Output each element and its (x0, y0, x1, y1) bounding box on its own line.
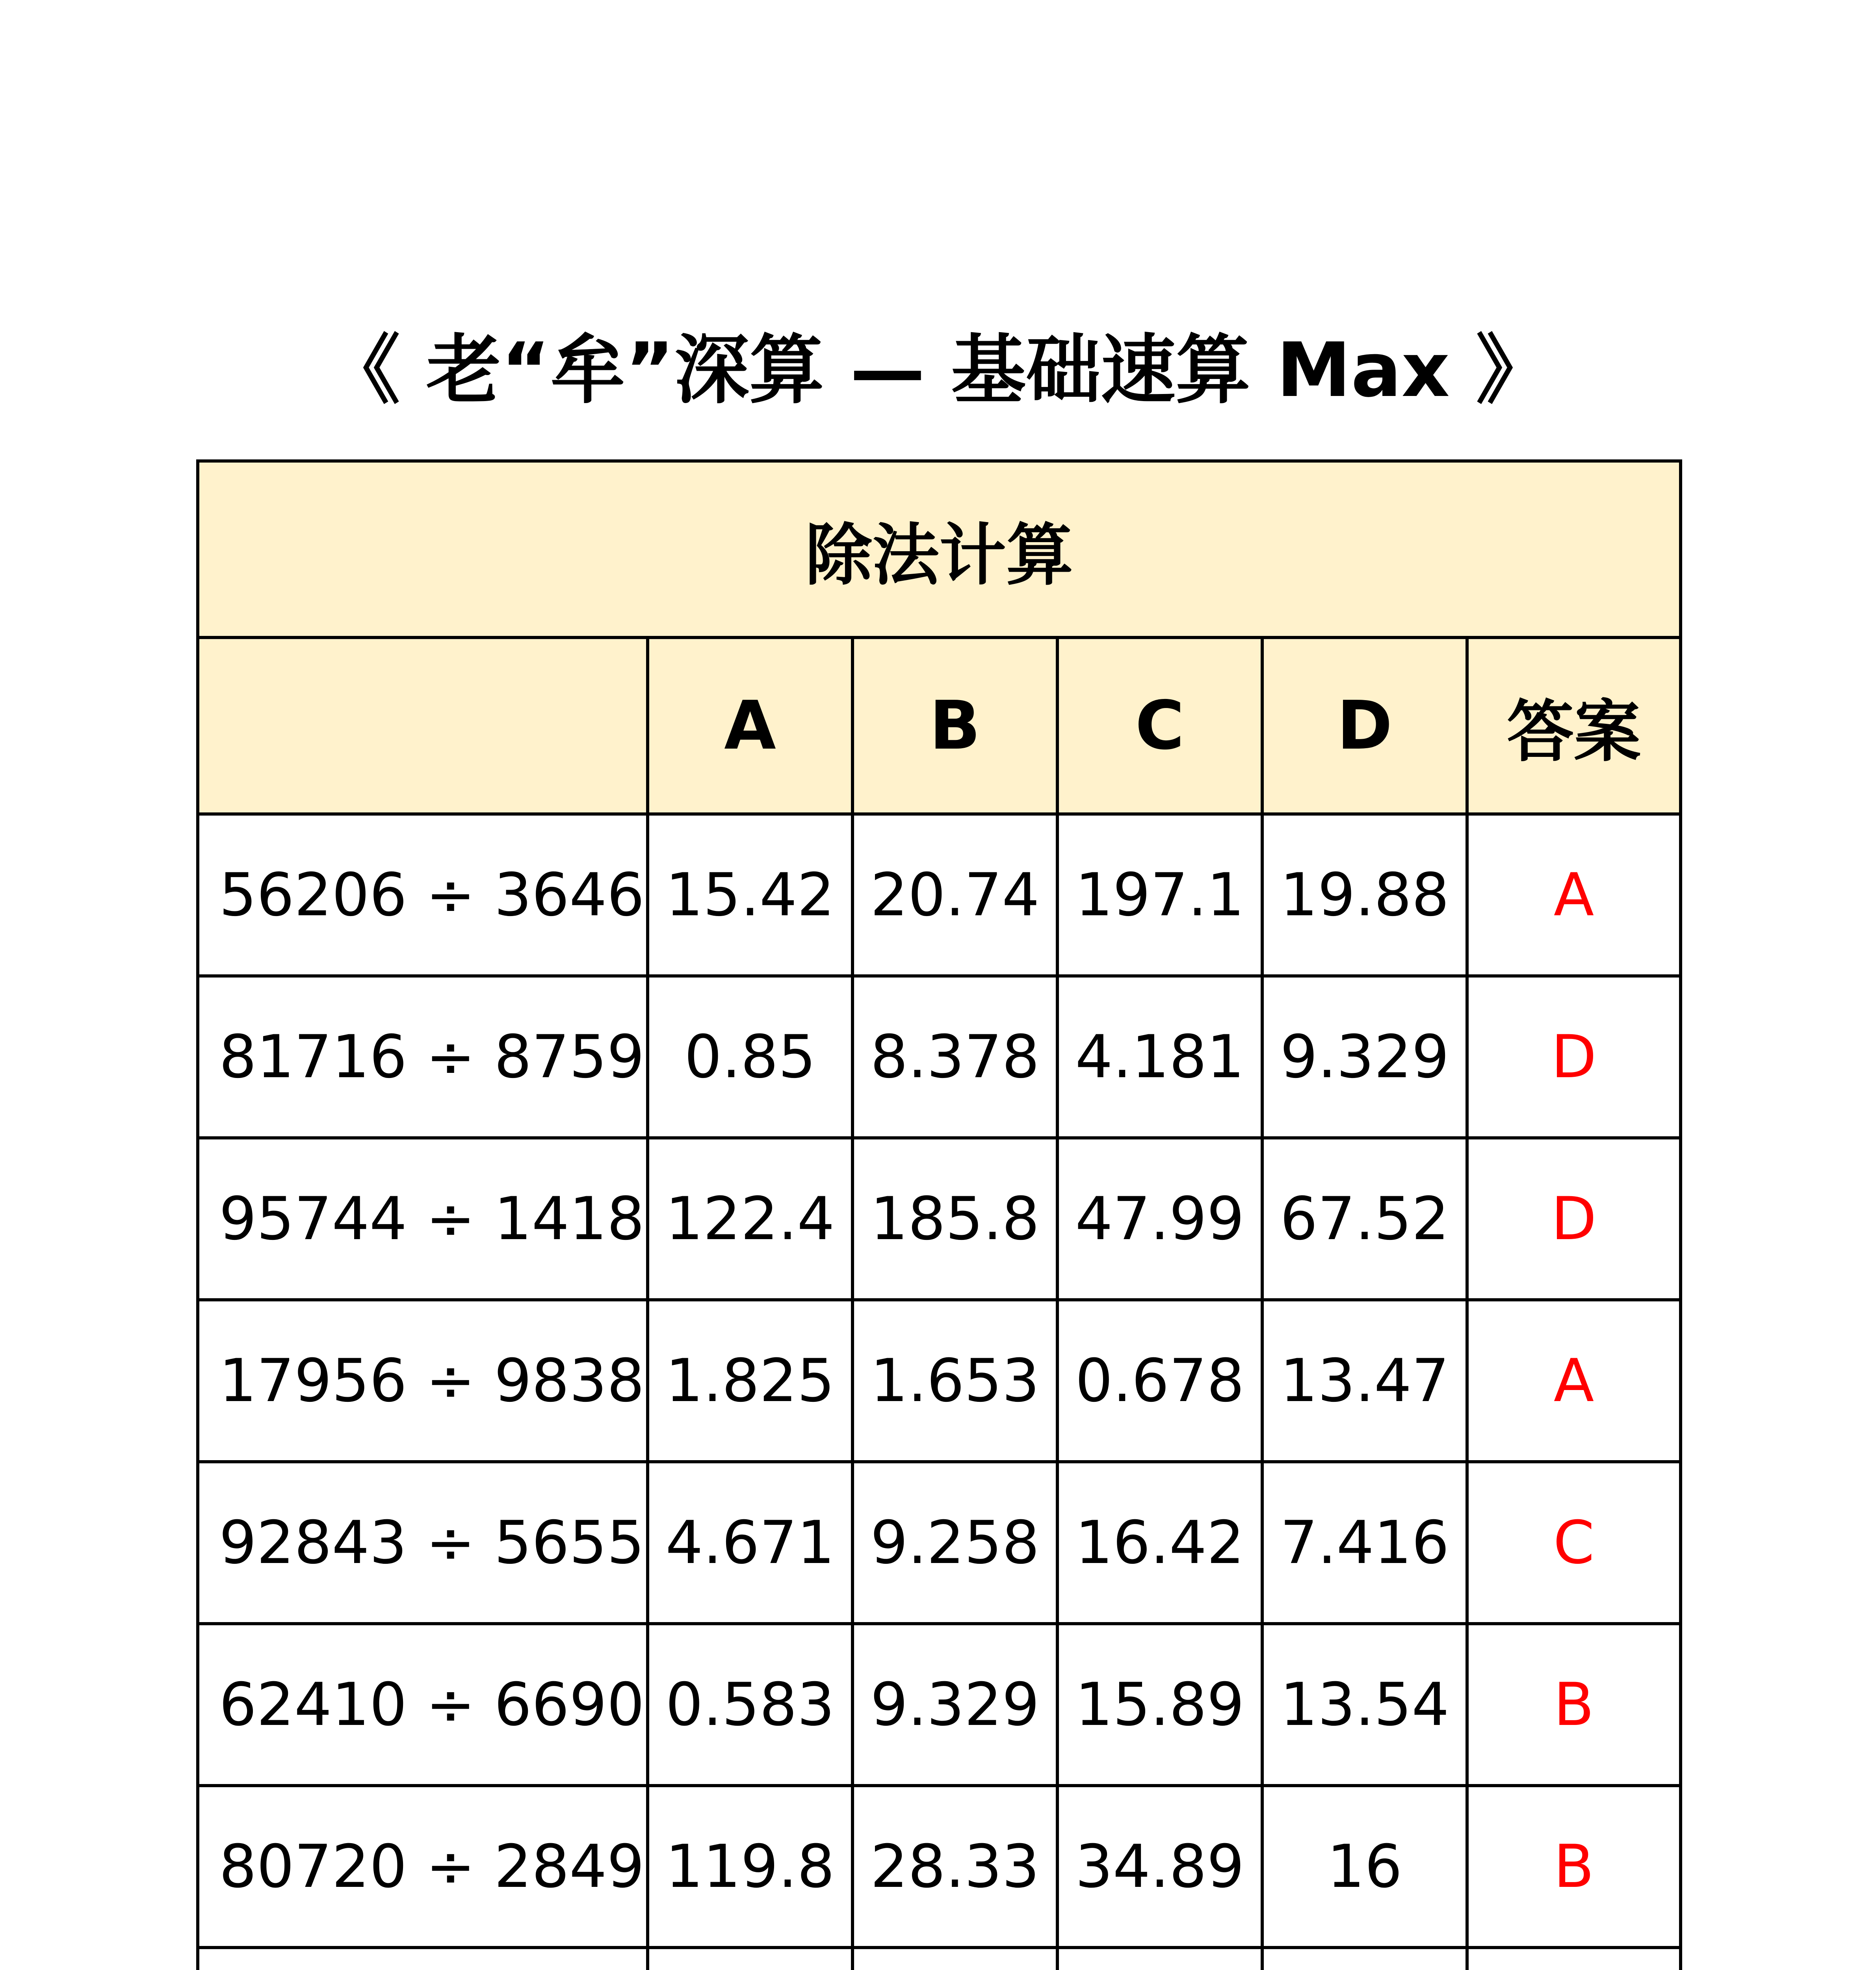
option-c-cell: 15.89 (1057, 1624, 1262, 1786)
option-a-cell: 15.42 (648, 814, 853, 976)
expression-cell: 81716 ÷ 8759 (198, 976, 648, 1138)
option-d-cell: 13.54 (1262, 1624, 1467, 1786)
expression-cell: 62410 ÷ 6690 (198, 1624, 648, 1786)
option-d-cell: 67.52 (1262, 1138, 1467, 1300)
option-b-cell (853, 1948, 1057, 1970)
answer-cell: A (1467, 814, 1681, 976)
page-title: 《 老“牟”深算 — 基础速算 Max 》 (325, 327, 1551, 414)
table-row (198, 1462, 1681, 1624)
option-a-cell: 1.825 (648, 1300, 853, 1462)
option-d-cell (1262, 1948, 1467, 1970)
answer-cell: B (1467, 1786, 1681, 1948)
answer-cell: D (1467, 1138, 1681, 1300)
option-d-cell: 9.329 (1262, 976, 1467, 1138)
division-table (196, 459, 1682, 1970)
option-b-cell: 20.74 (853, 814, 1057, 976)
answer-cell: A (1467, 1300, 1681, 1462)
answer-cell: B (1467, 1624, 1681, 1786)
option-c-cell: 16.42 (1057, 1462, 1262, 1624)
column-header-d: D (1262, 637, 1467, 814)
option-c-cell (1057, 1948, 1262, 1970)
table-row (198, 1624, 1681, 1786)
option-a-cell (648, 1948, 853, 1970)
table-row (198, 1786, 1681, 1948)
option-b-cell: 185.8 (853, 1138, 1057, 1300)
column-header-answer: 答案 (1467, 637, 1681, 814)
table-row (198, 1138, 1681, 1300)
option-c-cell: 47.99 (1057, 1138, 1262, 1300)
section-header-row (198, 461, 1681, 637)
expression-cell: 80720 ÷ 2849 (198, 1786, 648, 1948)
option-c-cell: 4.181 (1057, 976, 1262, 1138)
answer-cell: C (1467, 1462, 1681, 1624)
column-header-a: A (648, 637, 853, 814)
option-b-cell: 28.33 (853, 1786, 1057, 1948)
table-row (198, 976, 1681, 1138)
option-d-cell: 7.416 (1262, 1462, 1467, 1624)
answer-cell: D (1467, 976, 1681, 1138)
option-a-cell: 0.583 (648, 1624, 853, 1786)
expression-cell: 95744 ÷ 1418 (198, 1138, 648, 1300)
expression-cell: 17956 ÷ 9838 (198, 1300, 648, 1462)
option-c-cell: 197.1 (1057, 814, 1262, 976)
table-row (198, 1300, 1681, 1462)
expression-cell: 56206 ÷ 3646 (198, 814, 648, 976)
column-header-b: B (853, 637, 1057, 814)
column-header-row (198, 637, 1681, 814)
expression-cell (198, 1948, 648, 1970)
table-row (198, 814, 1681, 976)
expression-cell: 92843 ÷ 5655 (198, 1462, 648, 1624)
section-title: 除法计算 (198, 461, 1681, 637)
option-b-cell: 9.258 (853, 1462, 1057, 1624)
option-a-cell: 4.671 (648, 1462, 853, 1624)
option-d-cell: 13.47 (1262, 1300, 1467, 1462)
option-a-cell: 119.8 (648, 1786, 853, 1948)
option-c-cell: 34.89 (1057, 1786, 1262, 1948)
option-b-cell: 1.653 (853, 1300, 1057, 1462)
option-d-cell: 16 (1262, 1786, 1467, 1948)
column-header-expression (198, 637, 648, 814)
option-c-cell: 0.678 (1057, 1300, 1262, 1462)
table-row (198, 1948, 1681, 1970)
answer-cell (1467, 1948, 1681, 1970)
option-b-cell: 8.378 (853, 976, 1057, 1138)
option-a-cell: 0.85 (648, 976, 853, 1138)
option-d-cell: 19.88 (1262, 814, 1467, 976)
column-header-c: C (1057, 637, 1262, 814)
option-b-cell: 9.329 (853, 1624, 1057, 1786)
option-a-cell: 122.4 (648, 1138, 853, 1300)
